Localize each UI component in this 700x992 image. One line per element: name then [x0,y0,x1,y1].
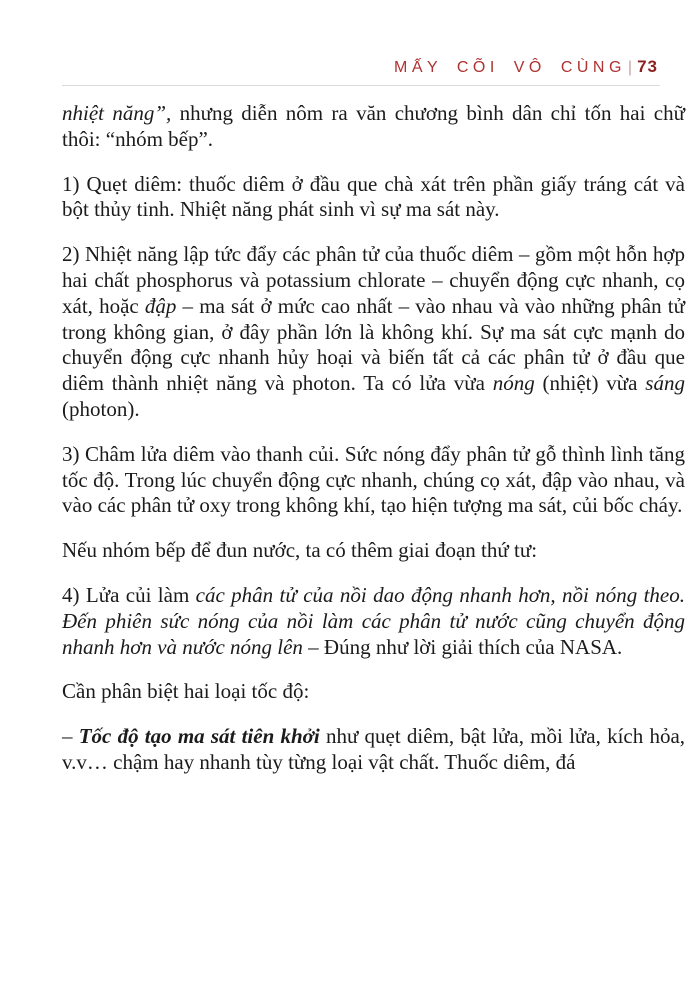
paragraph [62,172,685,224]
paragraph [62,538,685,564]
text-segment: các phân tử của nồi dao động nhanh hơn, nồi nóng theo. Đến phiên sức nóng của nồi làm các phân tử nước cũng chuyển động nhanh hơn và nước nóng lên [62,582,685,659]
header-separator: | [627,59,633,76]
text-segment: đập [144,293,177,318]
text-segment: nóng [492,371,535,396]
text-segment: Cần phân biệt hai loại tốc độ: [62,679,310,704]
text-segment: nhưng diễn nôm ra văn chương bình dân chỉ tốn hai chữ thôi: “nhóm bếp”. [62,101,685,151]
text-segment: như quẹt diêm, bật lửa, mồi lửa, kích hỏa, v.v… chậm hay nhanh tùy từng loại vật chất. Thuốc diêm, đá [62,724,686,774]
paragraph [62,242,685,423]
text-segment: – Đúng như lời giải thích của NASA. [302,634,623,659]
text-segment: – ma sát ở mức cao nhất – vào nhau và vào những phân tử trong không gian, ở đây phần lớn là không khí. Sự ma sát cực mạnh do chuyển động cực nhanh hủy hoại và biến tất cả các phân tử ở đầu que diêm thành nhiệt năng và photon. Ta có lửa vừa [62,293,686,396]
text-segment: 4) Lửa củi làm [62,582,196,607]
text-segment: Tốc độ tạo ma sát tiên khởi [78,724,320,749]
page-number: 73 [637,57,658,76]
paragraph [62,724,685,776]
running-title: MẤY CÕI VÔ CÙNG [394,59,626,76]
text-segment: Nếu nhóm bếp để đun nước, ta có thêm giai đoạn thứ tư: [62,538,538,563]
text-segment: nhiệt năng”, [62,101,180,125]
text-segment: 2) Nhiệt năng lập tức đẩy các phân tử của thuốc diêm – gồm một hỗn hợp hai chất phosphorus và potassium chlorate – chuyển động cực nhanh, cọ xát, hoặc [62,242,685,318]
text-segment: (nhiệt) vừa [534,371,646,396]
paragraph [62,679,685,705]
paragraph [62,101,685,153]
text-segment: 3) Châm lửa diêm vào thanh củi. Sức nóng đẩy phân tử gỗ thình lình tăng tốc độ. Trong lúc chuyển động cực nhanh, chúng cọ xát, đập vào nhau, và vào các phân tử oxy trong không khí, tạo hiện tượng ma sát, củi bốc cháy. [62,441,685,518]
paragraph [62,442,685,519]
text-segment: sáng [645,371,685,396]
text-segment: – [62,724,79,749]
paragraph [62,583,685,660]
text-segment: 1) Quẹt diêm: thuốc diêm ở đầu que chà xát trên phần giấy tráng cát và bột thủy tinh. Nhiệt năng phát sinh vì sự ma sát này. [62,171,685,222]
text-segment: (photon). [62,396,140,421]
page-header [0,0,700,78]
text-body [0,86,700,776]
